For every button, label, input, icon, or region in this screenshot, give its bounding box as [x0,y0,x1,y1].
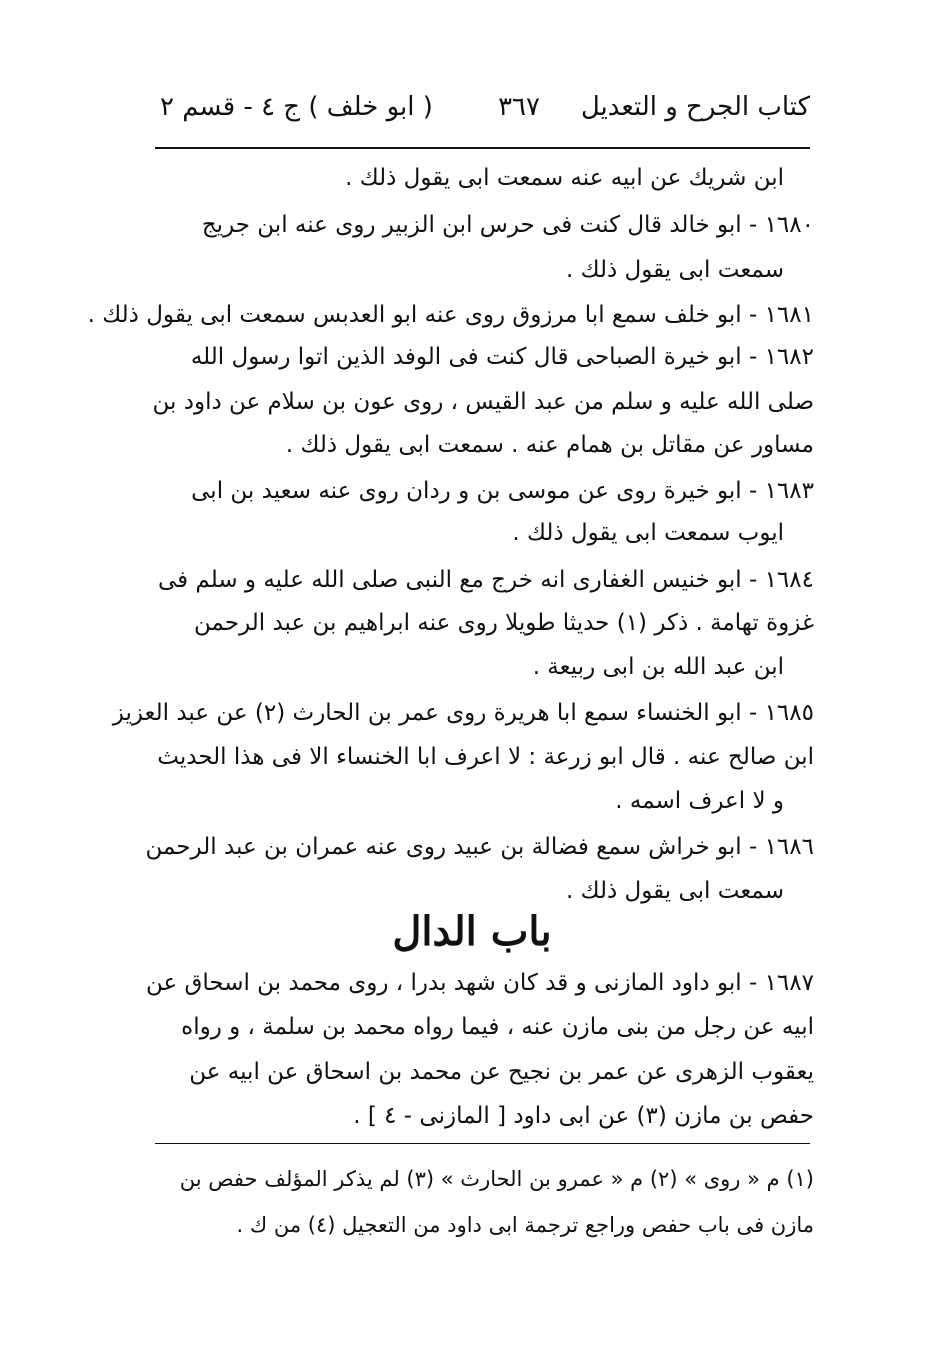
text-line: حفص بن مازن (٣) عن ابى داود [ المازنى - ٤ ] . [353,1103,814,1129]
entry-line: ١٦٨٣ - ابو خيرة روى عن موسى بن و ردان روى عنه سعيد بن ابى [191,478,814,504]
entry-line: ١٦٨٠ - ابو خالد قال كنت فى حرس ابن الزبير روى عنه ابن جريج [201,212,814,238]
text-line: ابن شريك عن ابيه عنه سمعت ابى يقول ذلك . [345,165,784,191]
text-line: ابن صالح عنه . قال ابو زرعة : لا اعرف ابا الخنساء الا فى هذا الحديث [157,744,814,770]
footnote-line: (١) م « روى » (٢) م « عمرو بن الحارث » (٣) لم يذكر المؤلف حفص بن [179,1167,814,1191]
footnote-rule [155,1143,810,1144]
footnote-line: مازن فى باب حفص وراجع ترجمة ابى داود من التعجيل (٤) من ك . [236,1213,814,1237]
text-line: سمعت ابى يقول ذلك . [565,257,784,283]
text-line: و لا اعرف اسمه . [615,788,784,814]
section-heading: باب الدال [392,908,552,955]
page-header [160,92,810,138]
book-title: كتاب الجرح و التعديل [580,92,810,122]
text-line: ابن عبد الله بن ابى ربيعة . [532,654,784,680]
entry-line: ١٦٨٥ - ابو الخنساء سمع ابا هريرة روى عمر بن الحارث (٢) عن عبد العزيز [112,700,814,726]
text-line: يعقوب الزهرى عن عمر بن نجيح عن محمد بن اسحاق عن ابيه عن [189,1059,814,1085]
page-number: ٣٦٧ [498,92,540,122]
entry-line: ١٦٨٧ - ابو داود المازنى و قد كان شهد بدرا ، روى محمد بن اسحاق عن [145,970,814,996]
header-rule [155,147,810,149]
running-head: ( ابو خلف ) ج ٤ - قسم ٢ [160,92,433,122]
entry-line: ١٦٨٤ - ابو خنيس الغفارى انه خرج مع النبى صلى الله عليه و سلم فى [157,567,814,593]
text-line: سمعت ابى يقول ذلك . [565,878,784,904]
text-line: ابيه عن رجل من بنى مازن عنه ، فيما رواه محمد بن سلمة ، و رواه [181,1014,814,1040]
entry-line: ١٦٨٢ - ابو خيرة الصباحى قال كنت فى الوفد الذين اتوا رسول الله [190,344,814,370]
text-line: غزوة تهامة . ذكر (١) حديثا طويلا روى عنه ابراهيم بن عبد الرحمن [194,610,814,636]
text-line: مساور عن مقاتل بن همام عنه . سمعت ابى يقول ذلك . [285,432,814,458]
entry-line: ١٦٨٦ - ابو خراش سمع فضالة بن عبيد روى عنه عمران بن عبد الرحمن [145,834,814,860]
entry-line: ١٦٨١ - ابو خلف سمع ابا مرزوق روى عنه ابو العدبس سمعت ابى يقول ذلك . [87,302,814,328]
text-line: ايوب سمعت ابى يقول ذلك . [512,520,784,546]
text-line: صلى الله عليه و سلم من عبد القيس ، روى عون بن سلام عن داود بن [152,389,814,415]
